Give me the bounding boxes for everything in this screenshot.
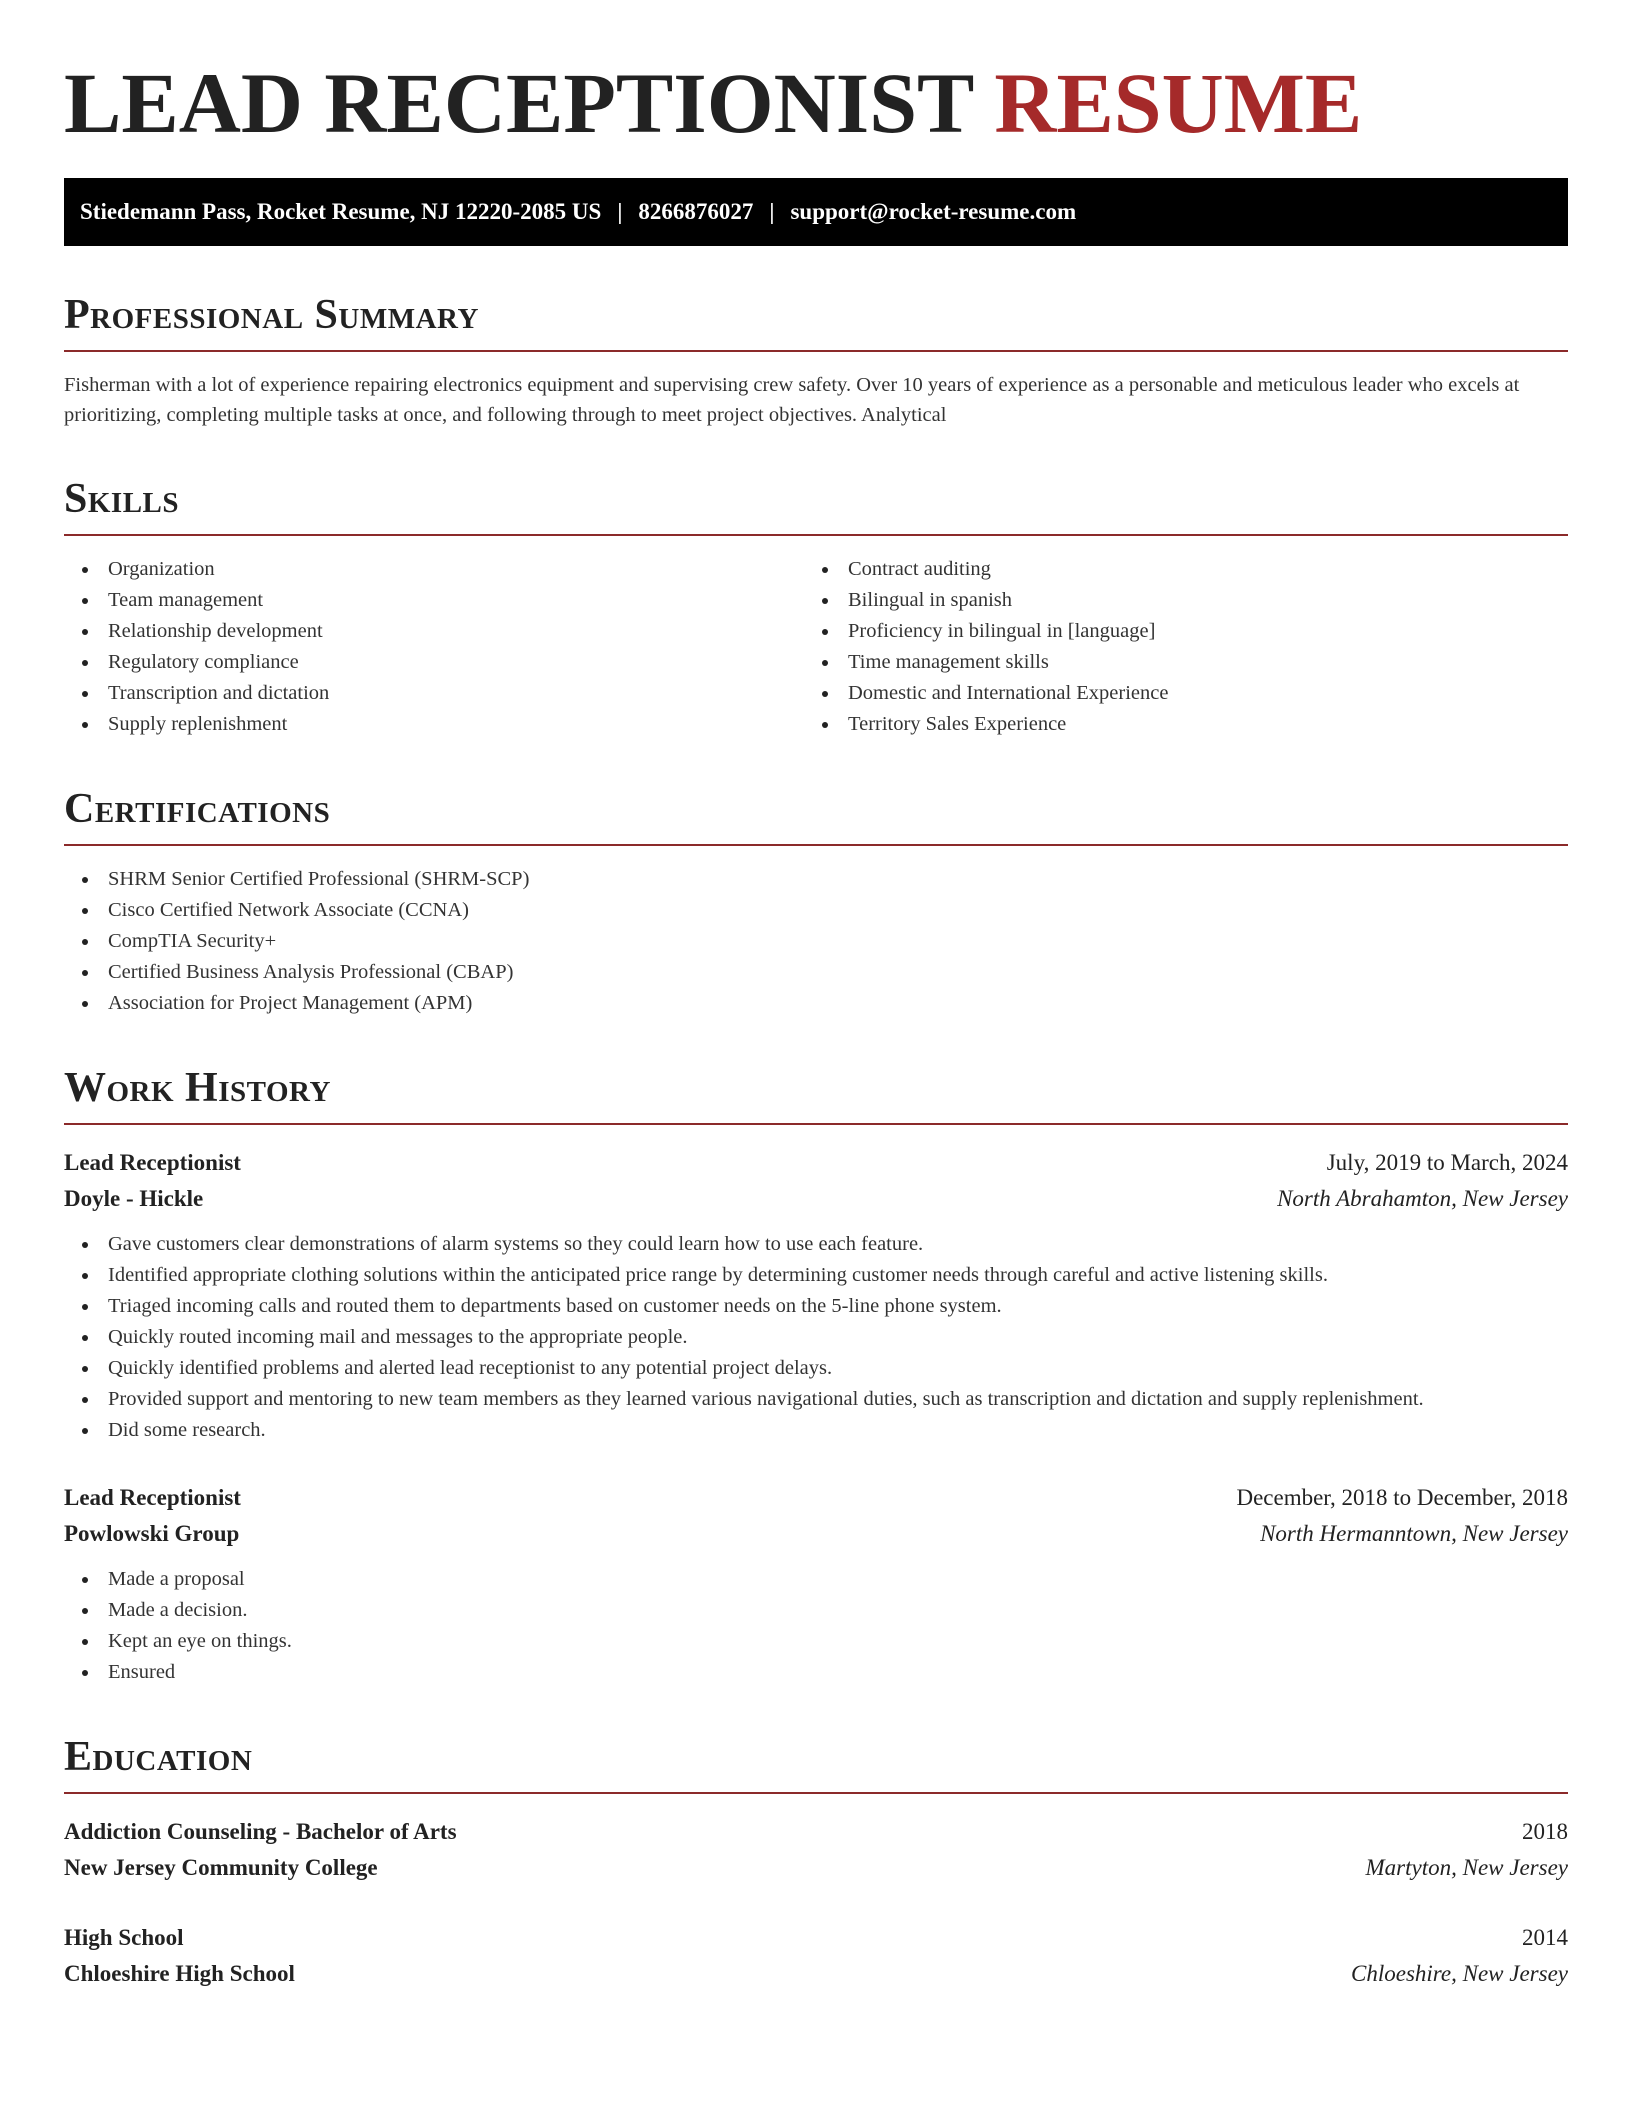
education-heading: Education	[64, 1732, 1568, 1794]
skill-item: Transcription and dictation	[108, 678, 804, 709]
job-duty: Provided support and mentoring to new team members as they learned various navigational duties, such as transcription and dictation and supply replenishment.	[108, 1384, 1568, 1415]
education-section	[64, 1732, 1568, 1992]
education-entry	[64, 1814, 1568, 1886]
skill-item: Proficiency in bilingual in [language]	[848, 616, 1544, 647]
job-title-row	[64, 1145, 1568, 1181]
skills-list-right	[804, 554, 1544, 740]
certification-item: CompTIA Security+	[108, 926, 1568, 957]
skill-item: Regulatory compliance	[108, 647, 804, 678]
education-school: Chloeshire High School	[64, 1961, 295, 1986]
education-degree: High School	[64, 1925, 184, 1950]
title-accent: RESUME	[994, 55, 1363, 151]
job-dates: December, 2018 to December, 2018	[1236, 1485, 1568, 1510]
contact-address: Stiedemann Pass, Rocket Resume, NJ 12220-2085 US	[80, 199, 602, 224]
education-school-row	[64, 1850, 1568, 1886]
summary-section	[64, 290, 1568, 430]
job-company-row	[64, 1181, 1568, 1217]
skill-item: Relationship development	[108, 616, 804, 647]
job-duties-list	[64, 1229, 1568, 1446]
job-duties-list	[64, 1564, 1568, 1688]
job-duty: Quickly routed incoming mail and messages to the appropriate people.	[108, 1322, 1568, 1353]
education-location: Martyton, New Jersey	[1365, 1855, 1568, 1880]
certification-item: Cisco Certified Network Associate (CCNA)	[108, 895, 1568, 926]
job-entry	[64, 1145, 1568, 1446]
certification-item: Certified Business Analysis Professional (CBAP)	[108, 957, 1568, 988]
certifications-heading: Certifications	[64, 784, 1568, 846]
skill-item: Time management skills	[848, 647, 1544, 678]
skill-item: Supply replenishment	[108, 709, 804, 740]
education-degree: Addiction Counseling - Bachelor of Arts	[64, 1819, 457, 1844]
work-history-heading: Work History	[64, 1063, 1568, 1125]
certifications-section	[64, 784, 1568, 1019]
job-location: North Hermanntown, New Jersey	[1260, 1521, 1568, 1546]
page-title	[64, 56, 1568, 150]
contact-bar	[64, 178, 1568, 246]
job-duty: Ensured	[108, 1657, 1568, 1688]
contact-separator: |	[617, 199, 623, 224]
education-year: 2018	[1522, 1819, 1568, 1844]
job-title: Lead Receptionist	[64, 1485, 241, 1510]
job-title: Lead Receptionist	[64, 1150, 241, 1175]
job-duty: Made a proposal	[108, 1564, 1568, 1595]
skill-item: Territory Sales Experience	[848, 709, 1544, 740]
certifications-list	[64, 864, 1568, 1019]
job-location: North Abrahamton, New Jersey	[1277, 1186, 1568, 1211]
skills-grid	[64, 554, 1568, 740]
contact-email: support@rocket-resume.com	[790, 199, 1077, 224]
summary-text: Fisherman with a lot of experience repairing electronics equipment and supervising crew safety. Over 10 years of experience as a personable and meticulous leader who excels at prioritizing, completing multiple tasks at once, and following through to meet project objectives. Analytical	[64, 374, 1520, 426]
education-school-row	[64, 1956, 1568, 1992]
skills-heading: Skills	[64, 474, 1568, 536]
title-main: LEAD RECEPTIONIST	[64, 55, 973, 151]
education-location: Chloeshire, New Jersey	[1351, 1961, 1568, 1986]
contact-phone: 8266876027	[638, 199, 754, 224]
job-duty: Gave customers clear demonstrations of alarm systems so they could learn how to use each feature.	[108, 1229, 1568, 1260]
job-duty: Identified appropriate clothing solutions within the anticipated price range by determining customer needs through careful and active listening skills.	[108, 1260, 1568, 1291]
job-duty: Triaged incoming calls and routed them to departments based on customer needs on the 5-line phone system.	[108, 1291, 1568, 1322]
job-company: Powlowski Group	[64, 1521, 240, 1546]
education-year: 2014	[1522, 1925, 1568, 1950]
education-degree-row	[64, 1814, 1568, 1850]
job-duty: Made a decision.	[108, 1595, 1568, 1626]
job-duty: Quickly identified problems and alerted lead receptionist to any potential project delays.	[108, 1353, 1568, 1384]
certification-item: Association for Project Management (APM)	[108, 988, 1568, 1019]
education-entry	[64, 1920, 1568, 1992]
job-title-row	[64, 1480, 1568, 1516]
education-school: New Jersey Community College	[64, 1855, 378, 1880]
job-entry	[64, 1480, 1568, 1688]
skills-list-left	[64, 554, 804, 740]
certification-item: SHRM Senior Certified Professional (SHRM-SCP)	[108, 864, 1568, 895]
skill-item: Bilingual in spanish	[848, 585, 1544, 616]
job-dates: July, 2019 to March, 2024	[1326, 1150, 1568, 1175]
skills-section	[64, 474, 1568, 740]
skill-item: Contract auditing	[848, 554, 1544, 585]
skill-item: Organization	[108, 554, 804, 585]
job-duty: Did some research.	[108, 1415, 1568, 1446]
education-degree-row	[64, 1920, 1568, 1956]
work-history-section	[64, 1063, 1568, 1688]
skill-item: Domestic and International Experience	[848, 678, 1544, 709]
job-company-row	[64, 1516, 1568, 1552]
contact-separator: |	[769, 199, 775, 224]
summary-heading: Professional Summary	[64, 290, 1568, 352]
job-company: Doyle - Hickle	[64, 1186, 204, 1211]
job-duty: Kept an eye on things.	[108, 1626, 1568, 1657]
skill-item: Team management	[108, 585, 804, 616]
